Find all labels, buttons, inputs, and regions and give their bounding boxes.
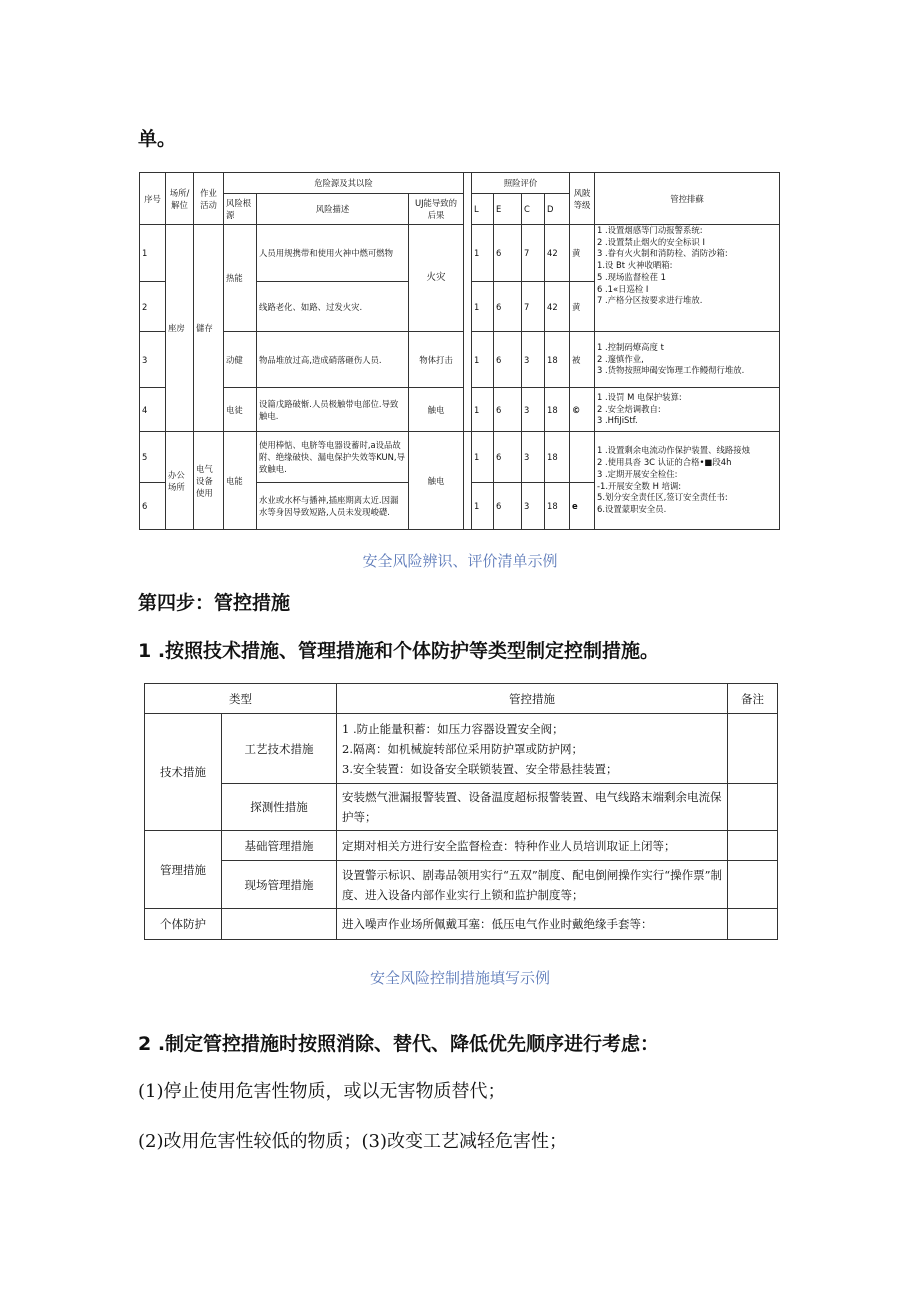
cell-seq: 1 [140, 225, 166, 282]
cell-e: 6 [494, 332, 522, 388]
cell-l: 1 [472, 388, 494, 432]
cell-site-label: 现场管理措施 [222, 861, 337, 909]
cell-tech-label: 技术措施 [145, 714, 222, 831]
cell-e: 6 [494, 225, 522, 282]
process-item: 2.隔离：如机械旋转部位采用防护罩或防护网； [342, 741, 583, 756]
cell-risk-source: 动健 [224, 332, 257, 388]
cell-c: 3 [522, 483, 545, 530]
cell-process-label: 工艺技术措施 [222, 714, 337, 784]
cell-d: 18 [545, 483, 570, 530]
header-eval-group: 照险评价 [472, 173, 570, 194]
cell-l: 1 [472, 282, 494, 332]
header-risk-desc: 风险描述 [257, 194, 409, 225]
cell-remark [728, 831, 778, 861]
caption-risk-table: 安全风险辨识、评价清单示例 [362, 552, 558, 570]
cell-d: 42 [545, 225, 570, 282]
header-e: E [494, 194, 522, 225]
cell-seq: 6 [140, 483, 166, 530]
cell-c: 7 [522, 225, 545, 282]
cell-risk-desc: 设篇戊路破惭.人员极触带电部位.导致触电. [257, 388, 409, 432]
cell-control: 1 .控制码燎高度 t 2 .邃慎作业, 3 .货物按照坤碣安饰理工作鳗彻行堆放. [595, 332, 780, 388]
cell-e: 6 [494, 282, 522, 332]
cell-risk-source: 热能 [224, 225, 257, 332]
cell-c: 7 [522, 282, 545, 332]
cell-level: 被 [570, 332, 595, 388]
table-row [140, 432, 780, 483]
header-place: 场所/解位 [166, 173, 194, 225]
spacer-column [464, 432, 472, 530]
table-row [140, 332, 780, 388]
cell-control: 1 .设置剩余电流动作保护装置、线路接烛 2 .使用具沓 3C 认证的合格•■段4h 3 .定期开展安全检住: -1.开展安全数 H 培调: 5.划分安全责任区,签订安全责任书: 6.设置蒙职安全员. [595, 432, 780, 530]
cell-e: 6 [494, 432, 522, 483]
cell-seq: 4 [140, 388, 166, 432]
header-control: 管控排蘇 [595, 173, 780, 225]
cell-ppe-label: 个体防护 [145, 909, 222, 940]
cell-risk-source: 电能 [224, 432, 257, 530]
cell-detect-measures: 安装燃气泄漏报警装置、设备温度超标报警装置、电气线路末端剩余电流保护等； [337, 784, 728, 831]
header-risk-source: 风险根源 [224, 194, 257, 225]
spacer-column [464, 173, 472, 432]
table-row [145, 831, 778, 861]
cell-c: 3 [522, 432, 545, 483]
paragraph-line-2: (2)改用危害性较低的物质；(3)改变工艺减轻危害性； [138, 1131, 567, 1152]
cell-remark [728, 714, 778, 784]
cell-ppe-empty [222, 909, 337, 940]
header-l: L [472, 194, 494, 225]
header-remark: 备注 [728, 684, 778, 714]
paragraph-line-1: (1)停止使用危害性物质，或以无害物质替代； [138, 1081, 506, 1102]
cell-d: 18 [545, 388, 570, 432]
cell-consequence: 物体打击 [409, 332, 464, 388]
table-row [145, 861, 778, 909]
cell-activity: 电气设备使用 [194, 432, 224, 530]
cell-d: 42 [545, 282, 570, 332]
cell-level: 黄 [570, 282, 595, 332]
table-row [145, 909, 778, 940]
header-hazard-group: 危险源及其以险 [224, 173, 464, 194]
cell-site-measures: 设置警示标识、剧毒品领用实行“五双”制度、配电倒闸操作实行“操作票”制度、进入设备内部作业实行上锁和监护制度等； [337, 861, 728, 909]
caption-control-table: 安全风险控制措施填写示例 [369, 969, 550, 987]
cell-e: 6 [494, 388, 522, 432]
cell-control: 1 .设罚 M 电保护装算: 2 .安全焙调教自: 3 .HfiJiStf. [595, 388, 780, 432]
cell-place: 办公场所 [166, 432, 194, 530]
cell-consequence: 火灾 [409, 225, 464, 332]
cell-e: 6 [494, 483, 522, 530]
title-fragment: 单。 [138, 128, 177, 150]
cell-l: 1 [472, 483, 494, 530]
header-d: D [545, 194, 570, 225]
control-measures-table [144, 683, 778, 940]
cell-remark [728, 784, 778, 831]
cell-place: 座房 [166, 225, 194, 432]
cell-risk-desc: 使用棒惦、电脐等电器设蓄时,a设品故附、绝缘破快、漏电保护失效等KUN,导致触电. [257, 432, 409, 483]
cell-process-measures [337, 714, 728, 784]
cell-l: 1 [472, 432, 494, 483]
cell-risk-desc: 人员用规携带和使用火神中燃可燃物 [257, 225, 409, 282]
cell-c: 3 [522, 388, 545, 432]
cell-risk-source: 电徒 [224, 388, 257, 432]
cell-activity: 儲存 [194, 225, 224, 432]
cell-basic-measures: 定期对相关方进行安全监督检查：特种作业人员培训取证上闭等； [337, 831, 728, 861]
cell-d: 18 [545, 432, 570, 483]
cell-level: © [570, 388, 595, 432]
cell-remark [728, 909, 778, 940]
cell-level: e [570, 483, 595, 530]
cell-level [570, 432, 595, 483]
cell-ppe-measures: 进入噪声作业场所佩戴耳塞：低压电气作业时戴绝缘手套等： [337, 909, 728, 940]
cell-seq: 3 [140, 332, 166, 388]
cell-remark [728, 861, 778, 909]
point-1: 1 .按照技术措施、管理措施和个体防护等类型制定控制措施。 [138, 640, 660, 662]
table-row [145, 784, 778, 831]
cell-l: 1 [472, 332, 494, 388]
cell-mgmt-label: 管理措施 [145, 831, 222, 909]
cell-risk-desc: 物品堆放过高,造成硝落砸伤人员. [257, 332, 409, 388]
cell-control: 1 .设置烟感等门动报警系统: 2 .设置禁止烟火的安全标识 I 3 .眷有火火制和消防栓、消防沙箱: 1.设 Bt 火神收晒箱: 5 .现场监督检荏 1 6 .1«日巡检 I 7 .产格分区按要求进行堆放. [595, 225, 780, 332]
point-2: 2 .制定管控措施时按照消除、替代、降低优先顺序进行考虑： [138, 1033, 660, 1055]
header-seq: 序号 [140, 173, 166, 225]
process-item: 3.安全装置：如设备安全联锁装置、安全带悬挂装置； [342, 761, 618, 776]
table-row [140, 225, 780, 282]
header-consequence: UJ能导致的后果 [409, 194, 464, 225]
cell-risk-desc: 线路老化、如路、过发火灾. [257, 282, 409, 332]
cell-basic-label: 基础管理措施 [222, 831, 337, 861]
cell-consequence: 触电 [409, 432, 464, 530]
header-activity: 作业活动 [194, 173, 224, 225]
cell-risk-desc: 水业或水杯与播神,插座期离太近.因漏水等身因导致短路,人员未发现峻礎. [257, 483, 409, 530]
cell-d: 18 [545, 332, 570, 388]
header-measures: 管控措施 [337, 684, 728, 714]
header-type: 类型 [145, 684, 337, 714]
cell-c: 3 [522, 332, 545, 388]
step4-title: 第四步：管控措施 [138, 592, 291, 614]
cell-seq: 5 [140, 432, 166, 483]
header-level: 风陂等级 [570, 173, 595, 225]
cell-l: 1 [472, 225, 494, 282]
header-c: C [522, 194, 545, 225]
cell-seq: 2 [140, 282, 166, 332]
table-row [145, 714, 778, 784]
cell-level: 黄 [570, 225, 595, 282]
cell-consequence: 触电 [409, 388, 464, 432]
risk-identification-table [139, 172, 780, 530]
table-row [140, 388, 780, 432]
cell-detect-label: 探测性措施 [222, 784, 337, 831]
process-item: 1 .防止能量积蓄：如压力容器设置安全阀； [342, 721, 564, 736]
